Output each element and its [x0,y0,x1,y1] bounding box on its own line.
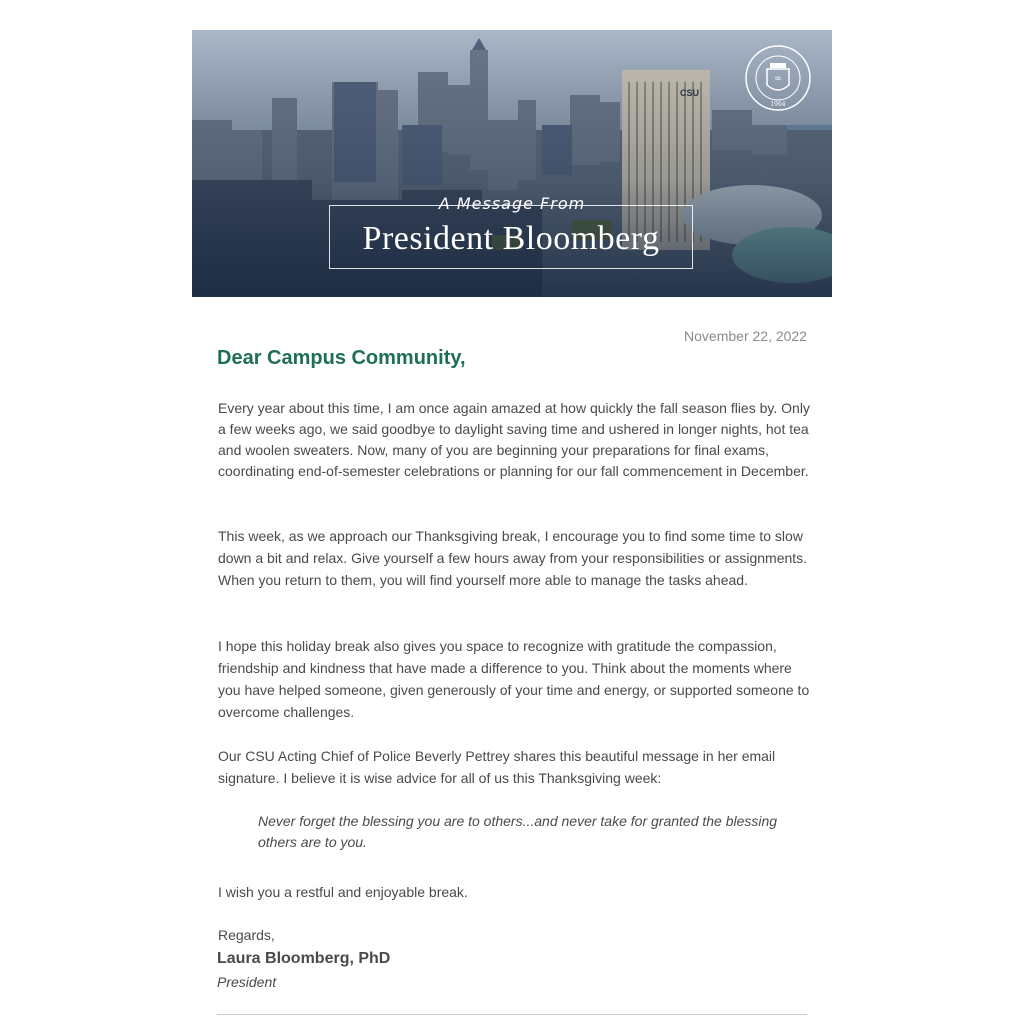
banner-title: President Bloomberg [362,220,660,257]
letter-greeting: Dear Campus Community, [217,347,466,369]
letter-date: November 22, 2022 [684,328,807,344]
letter-paragraph: I wish you a restful and enjoyable break. [218,884,468,900]
svg-text:1964: 1964 [770,101,786,108]
letter-paragraph: This week, as we approach our Thanksgiving break, I encourage you to find some time to slow down a bit and relax. Give yourself a few hours away from your responsibilities or assignments. When you return to them, you will find yourself more able to manage the tasks ahead. [218,528,808,588]
divider [217,1014,807,1015]
svg-text:∞: ∞ [774,74,782,84]
banner-kicker: A Message From [438,194,586,213]
signature-title: President [217,974,277,990]
letter-closing: Regards, [218,927,275,943]
signature-name: Laura Bloomberg, PhD [217,950,391,967]
university-seal-icon [743,43,813,113]
letter-paragraph: I hope this holiday break also gives you space to recognize with gratitude the compassion, friendship and kindness that have made a difference to you. Think about the moments where you have helped someone, given generously of your time and energy, or supported someone to overcome challenges. [218,638,810,720]
letter-quote: Never forget the blessing you are to others...and never take for granted the blessing others are to you. [258,813,778,850]
letter-paragraph: Every year about this time, I am once again amazed at how quickly the fall season flies by. Only a few weeks ago, we said goodbye to daylight saving time and ushered in longer nights, hot tea and woolen sweaters. Now, many of you are beginning your preparations for final exams, coordinating end-of-semester celebrations or planning for our fall commencement in December. [218,400,810,479]
letter-paragraph: Our CSU Acting Chief of Police Beverly Pettrey shares this beautiful message in her email signature. I believe it is wise advice for all of us this Thanksgiving week: [218,748,776,786]
